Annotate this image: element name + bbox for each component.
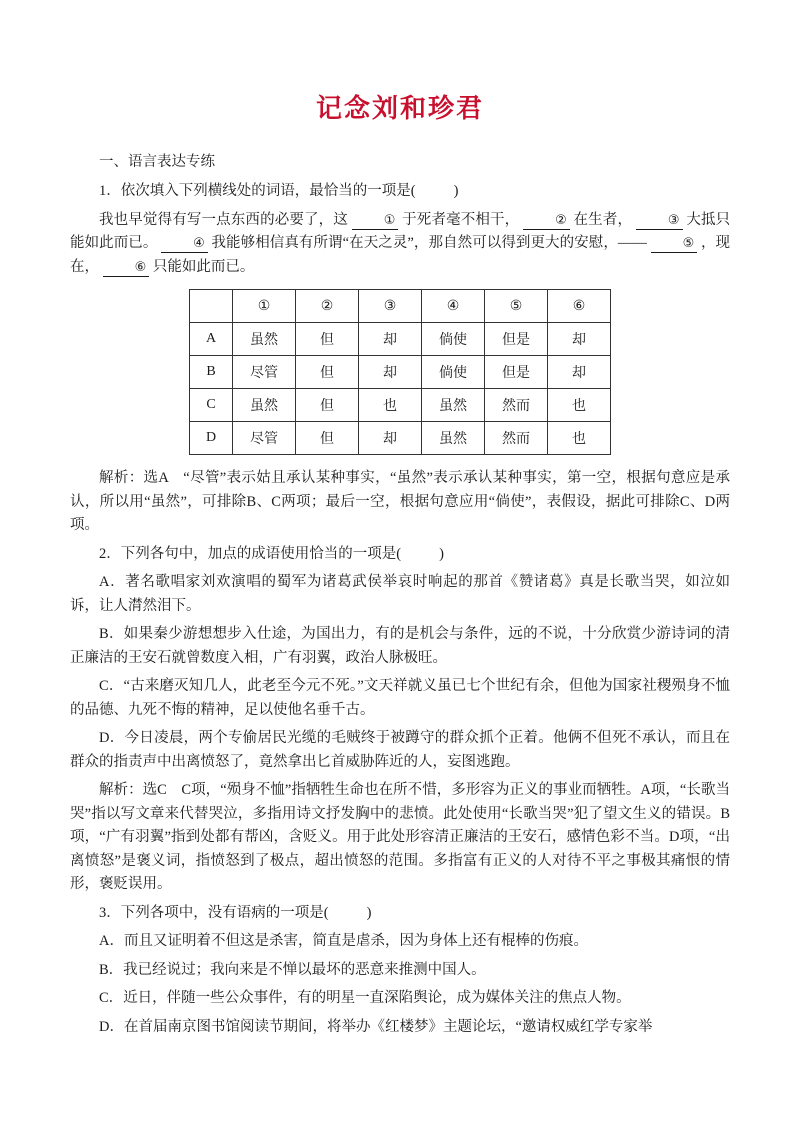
question-3-option-c: C．近日，伴随一些公众事件，有的明星一直深陷舆论，成为媒体关注的焦点人物。 — [99, 990, 631, 1007]
question-2-stem-close: ) — [439, 545, 444, 562]
question-1-stem-close: ) — [453, 183, 459, 200]
table-row — [190, 422, 611, 455]
question-2-analysis: 解析：选C C项，“殒身不恤”指牺牲生命也在所不惜，多形容为正义的事业而牺牲。A项，“长歌当哭”指以写文章来代替哭泣，多指用诗文抒发胸中的悲愤。此处使用“长歌当哭”犯了望文生义的错误。B项，“广有羽翼”指到处都有帮凶，含贬义。用于此处形容清正廉洁的王安石，感情色彩不当。D项，“出离愤怒”是褒义词，指愤怒到了极点，超出愤怒的范围。多指富有正义的人对待不平之事极其痛恨的情形，褒贬误用。 — [70, 782, 730, 893]
q1-blank-3: ③ — [636, 213, 683, 230]
row-label-c: C — [190, 389, 233, 422]
question-3-stem: 3．下列各项中，没有语病的一项是( ) — [99, 904, 372, 921]
table-header-6: ⑥ — [548, 290, 611, 323]
cell-b-4: 倘使 — [422, 356, 485, 389]
cell-b-1: 尽管 — [233, 356, 296, 389]
cell-b-2: 但 — [296, 356, 359, 389]
q1-text-5: 我能够相信真有所谓“在天之灵”，那自然可以得到更大的安慰，—— — [211, 235, 647, 252]
q1-blank-1: ① — [352, 213, 399, 230]
question-1-number: 1 — [99, 183, 107, 200]
table-header-row — [190, 290, 611, 323]
q1-text-3: 在生者， — [573, 211, 633, 228]
question-3-option-d: D．在首届南京图书馆阅读节期间，将举办《红楼梦》主题论坛，“邀请权威红学专家举 — [99, 1018, 653, 1035]
row-label-a: A — [190, 323, 233, 356]
question-2-option-b: B．如果秦少游想想步入仕途，为国出力，有的是机会与条件，远的不说，十分欣赏少游诗词的清正廉洁的王安石就曾数度入相，广有羽翼，政治人脉极旺。 — [70, 626, 730, 666]
cell-a-2: 但 — [296, 323, 359, 356]
q1-text-7: 只能如此而已。 — [152, 258, 255, 275]
cell-c-4: 虽然 — [422, 389, 485, 422]
cell-c-5: 然而 — [485, 389, 548, 422]
cell-d-5: 然而 — [485, 422, 548, 455]
cell-c-6: 也 — [548, 389, 611, 422]
table-header-4: ④ — [422, 290, 485, 323]
question-2-option-c: C．“古来磨灭知几人，此老至今元不死。”文天祥就义虽已七个世纪有余，但他为国家社稷殒身不恤的品德、九死不悔的精神，足以使他名垂千古。 — [70, 678, 730, 718]
table-row — [190, 323, 611, 356]
table-header-1: ① — [233, 290, 296, 323]
question-3-stem-text: 下列各项中，没有语病的一项是( — [120, 904, 329, 921]
question-1-passage — [70, 209, 730, 279]
cell-a-6: 却 — [548, 323, 611, 356]
question-2-number: 2 — [99, 545, 107, 562]
cell-c-2: 但 — [296, 389, 359, 422]
cell-a-1: 虽然 — [233, 323, 296, 356]
question-3-option-b: B．我已经说过；我向来是不惮以最坏的恶意来推测中国人。 — [99, 961, 486, 978]
table-header-3: ③ — [359, 290, 422, 323]
q1-text-4: 大抵只能如此而已。 — [70, 211, 731, 252]
cell-b-3: 却 — [359, 356, 422, 389]
cell-c-3: 也 — [359, 389, 422, 422]
question-1-stem-text: 依次填入下列横线处的词语，最恰当的一项是( — [120, 183, 416, 200]
cell-b-6: 却 — [548, 356, 611, 389]
question-1-analysis: 解析：选A “尽管”表示姑且承认某种事实，“虽然”表示承认某种事实，第一空，根据句意应是承认，所以用“虽然”，可排除B、C两项；最后一空，根据句意应用“倘使”，表假设，据此可排除C、D两项。 — [70, 470, 730, 534]
cell-c-1: 虽然 — [233, 389, 296, 422]
table-row — [190, 389, 611, 422]
cell-d-4: 虽然 — [422, 422, 485, 455]
q1-text-1: 我也早觉得有写一点东西的必要了，这 — [99, 211, 348, 228]
page-title: 记念刘和珍君 — [315, 93, 484, 123]
question-2-option-d: D．今日凌晨，两个专偷居民光缆的毛贼终于被蹲守的群众抓个正着。他俩不但死不承认，而且在群众的指责声中出离愤怒了，竟然拿出匕首威胁阵近的人，妄图逃跑。 — [70, 730, 730, 770]
question-2-stem: 2．下列各句中，加点的成语使用恰当的一项是( ) — [99, 545, 444, 562]
cell-d-1: 尽管 — [233, 422, 296, 455]
q1-blank-6: ⑥ — [103, 260, 150, 277]
q1-blank-5: ⑤ — [651, 236, 698, 253]
section-heading: 一、语言表达专练 — [99, 154, 215, 170]
table-corner-cell — [190, 290, 233, 323]
row-label-d: D — [190, 422, 233, 455]
q1-text-2: 于死者毫不相干， — [402, 211, 520, 228]
question-3-number: 3 — [99, 904, 107, 921]
table-header-2: ② — [296, 290, 359, 323]
question-1-stem: 1．依次填入下列横线处的词语，最恰当的一项是( ) — [99, 183, 459, 200]
question-2-option-a: A．著名歌唱家刘欢演唱的蜀军为诸葛武侯举哀时响起的那首《赞诸葛》真是长歌当哭，如泣如诉，让人潸然泪下。 — [70, 574, 730, 614]
cell-a-5: 但是 — [485, 323, 548, 356]
row-label-b: B — [190, 356, 233, 389]
cell-a-3: 却 — [359, 323, 422, 356]
q1-blank-4: ④ — [161, 236, 208, 253]
table-header-5: ⑤ — [485, 290, 548, 323]
table-row — [190, 356, 611, 389]
cell-b-5: 但是 — [485, 356, 548, 389]
cell-d-3: 却 — [359, 422, 422, 455]
cell-d-6: 也 — [548, 422, 611, 455]
question-3-stem-close: ) — [366, 904, 372, 921]
q1-blank-2: ② — [523, 213, 570, 230]
question-2-stem-text: 下列各句中，加点的成语使用恰当的一项是( — [120, 545, 402, 562]
question-1-options-table — [189, 289, 611, 455]
cell-d-2: 但 — [296, 422, 359, 455]
q1-text-6: ，现在， — [70, 235, 731, 275]
cell-a-4: 倘使 — [422, 323, 485, 356]
question-3-option-a: A．而且又证明着不但这是杀害，简直是虐杀，因为身体上还有棍棒的伤痕。 — [99, 933, 588, 950]
